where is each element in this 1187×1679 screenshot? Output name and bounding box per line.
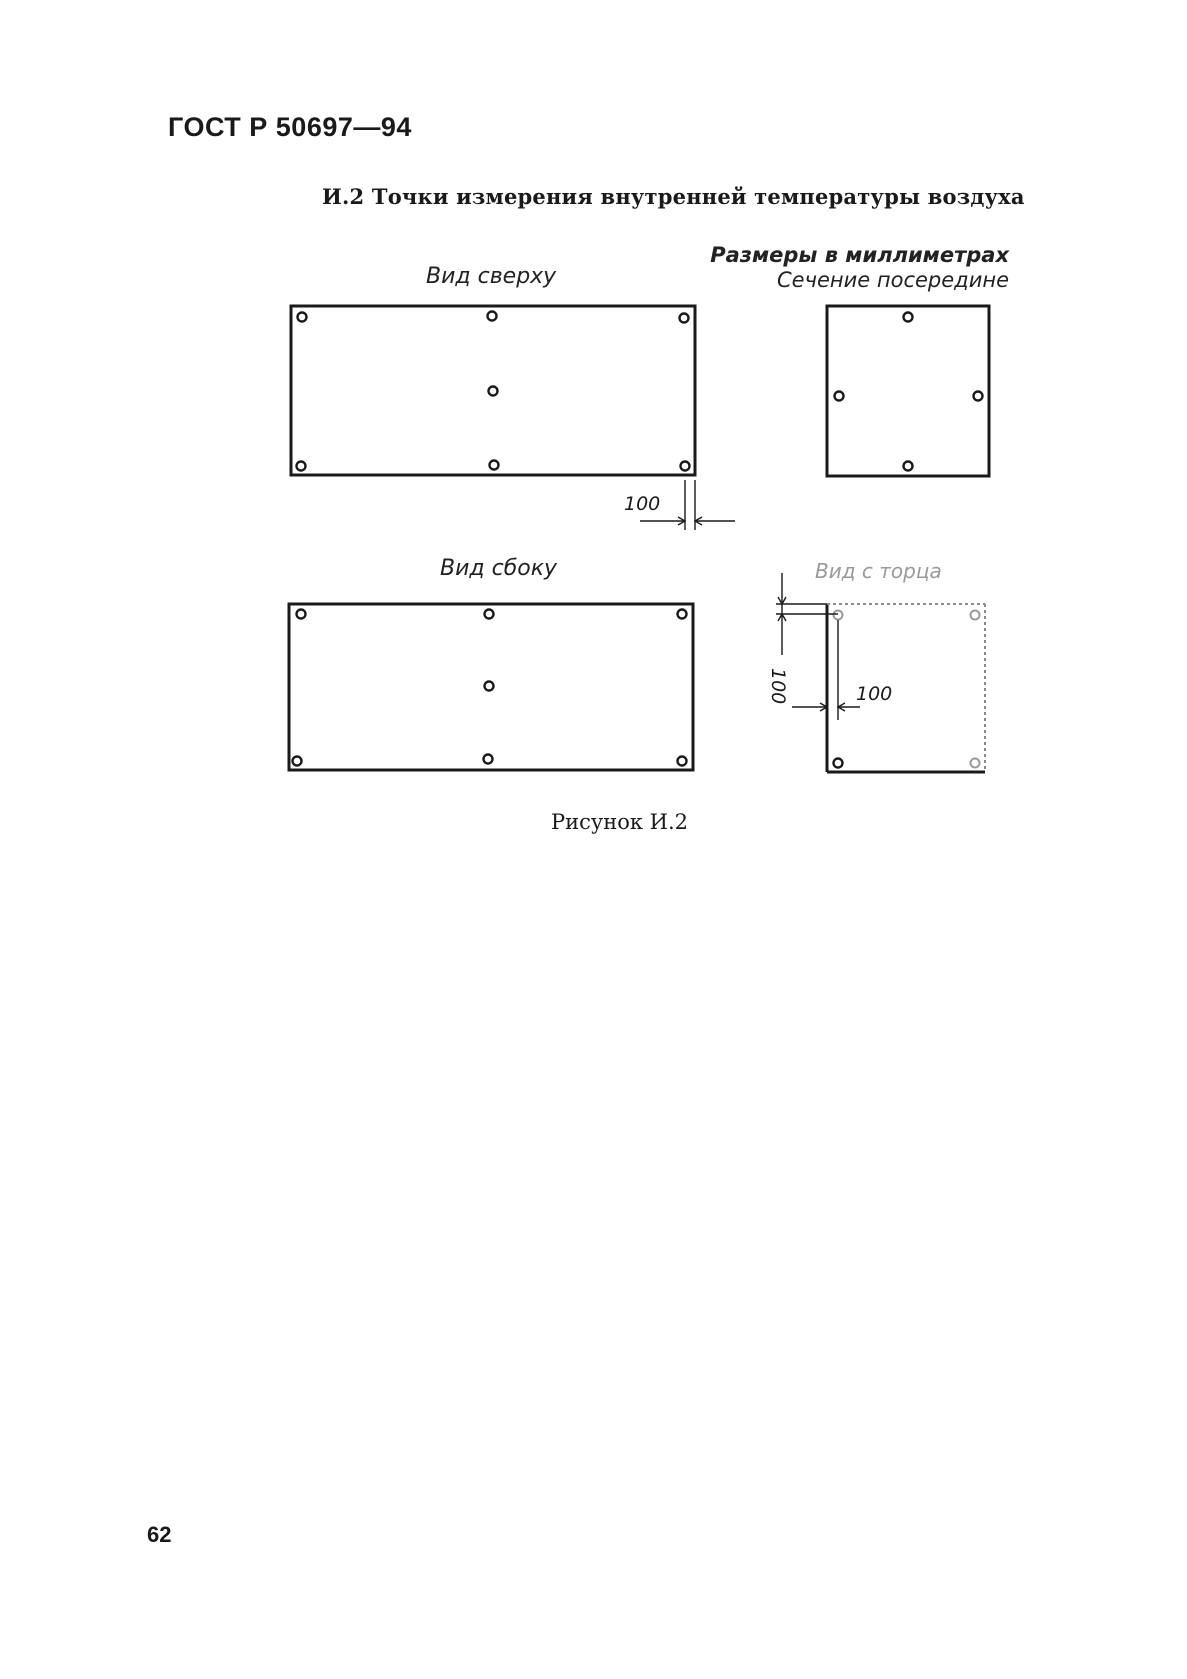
measurement-point — [971, 759, 980, 768]
measurement-point — [489, 387, 498, 396]
dimensions-note: Размеры в миллиметрах — [710, 243, 1009, 267]
measurement-point — [834, 759, 843, 768]
side-view — [289, 604, 693, 770]
measurement-point — [678, 610, 687, 619]
end-view — [827, 604, 985, 772]
top-view-dimension — [624, 480, 735, 530]
section-view-label: Сечение посередине — [777, 268, 1009, 292]
measurement-point — [680, 314, 689, 323]
measurement-point — [488, 312, 497, 321]
section-title: И.2 Точки измерения внутренней температуры воздуха — [322, 184, 1025, 209]
top-view — [291, 306, 695, 475]
measurement-point — [297, 462, 306, 471]
document-header: ГОСТ Р 50697—94 — [168, 112, 412, 142]
measurement-point — [484, 755, 493, 764]
measurement-point — [485, 682, 494, 691]
measurement-point — [678, 757, 687, 766]
measurement-point — [904, 462, 913, 471]
section-view — [827, 306, 989, 476]
section-view-frame — [827, 306, 989, 476]
side-view-label: Вид сбоку — [440, 556, 558, 581]
end-view-dimensions — [767, 573, 892, 720]
end-view-label: Вид с торца — [815, 559, 942, 583]
measurement-point — [681, 462, 690, 471]
measurement-point — [293, 757, 302, 766]
measurement-point — [835, 392, 844, 401]
measurement-point — [490, 461, 499, 470]
dimension-label-horizontal: 100 — [856, 683, 893, 705]
measurement-point — [297, 610, 306, 619]
figure-caption: Рисунок И.2 — [551, 810, 689, 834]
measurement-point — [971, 611, 980, 620]
measurement-point — [974, 392, 983, 401]
top-view-label: Вид сверху — [426, 264, 557, 289]
page-number: 62 — [147, 1522, 172, 1547]
dimension-label: 100 — [624, 493, 661, 515]
measurement-point — [904, 313, 913, 322]
measurement-point — [485, 610, 494, 619]
dimension-label-vertical: 100 — [767, 668, 789, 705]
measurement-point — [298, 313, 307, 322]
measurement-point — [834, 611, 843, 620]
